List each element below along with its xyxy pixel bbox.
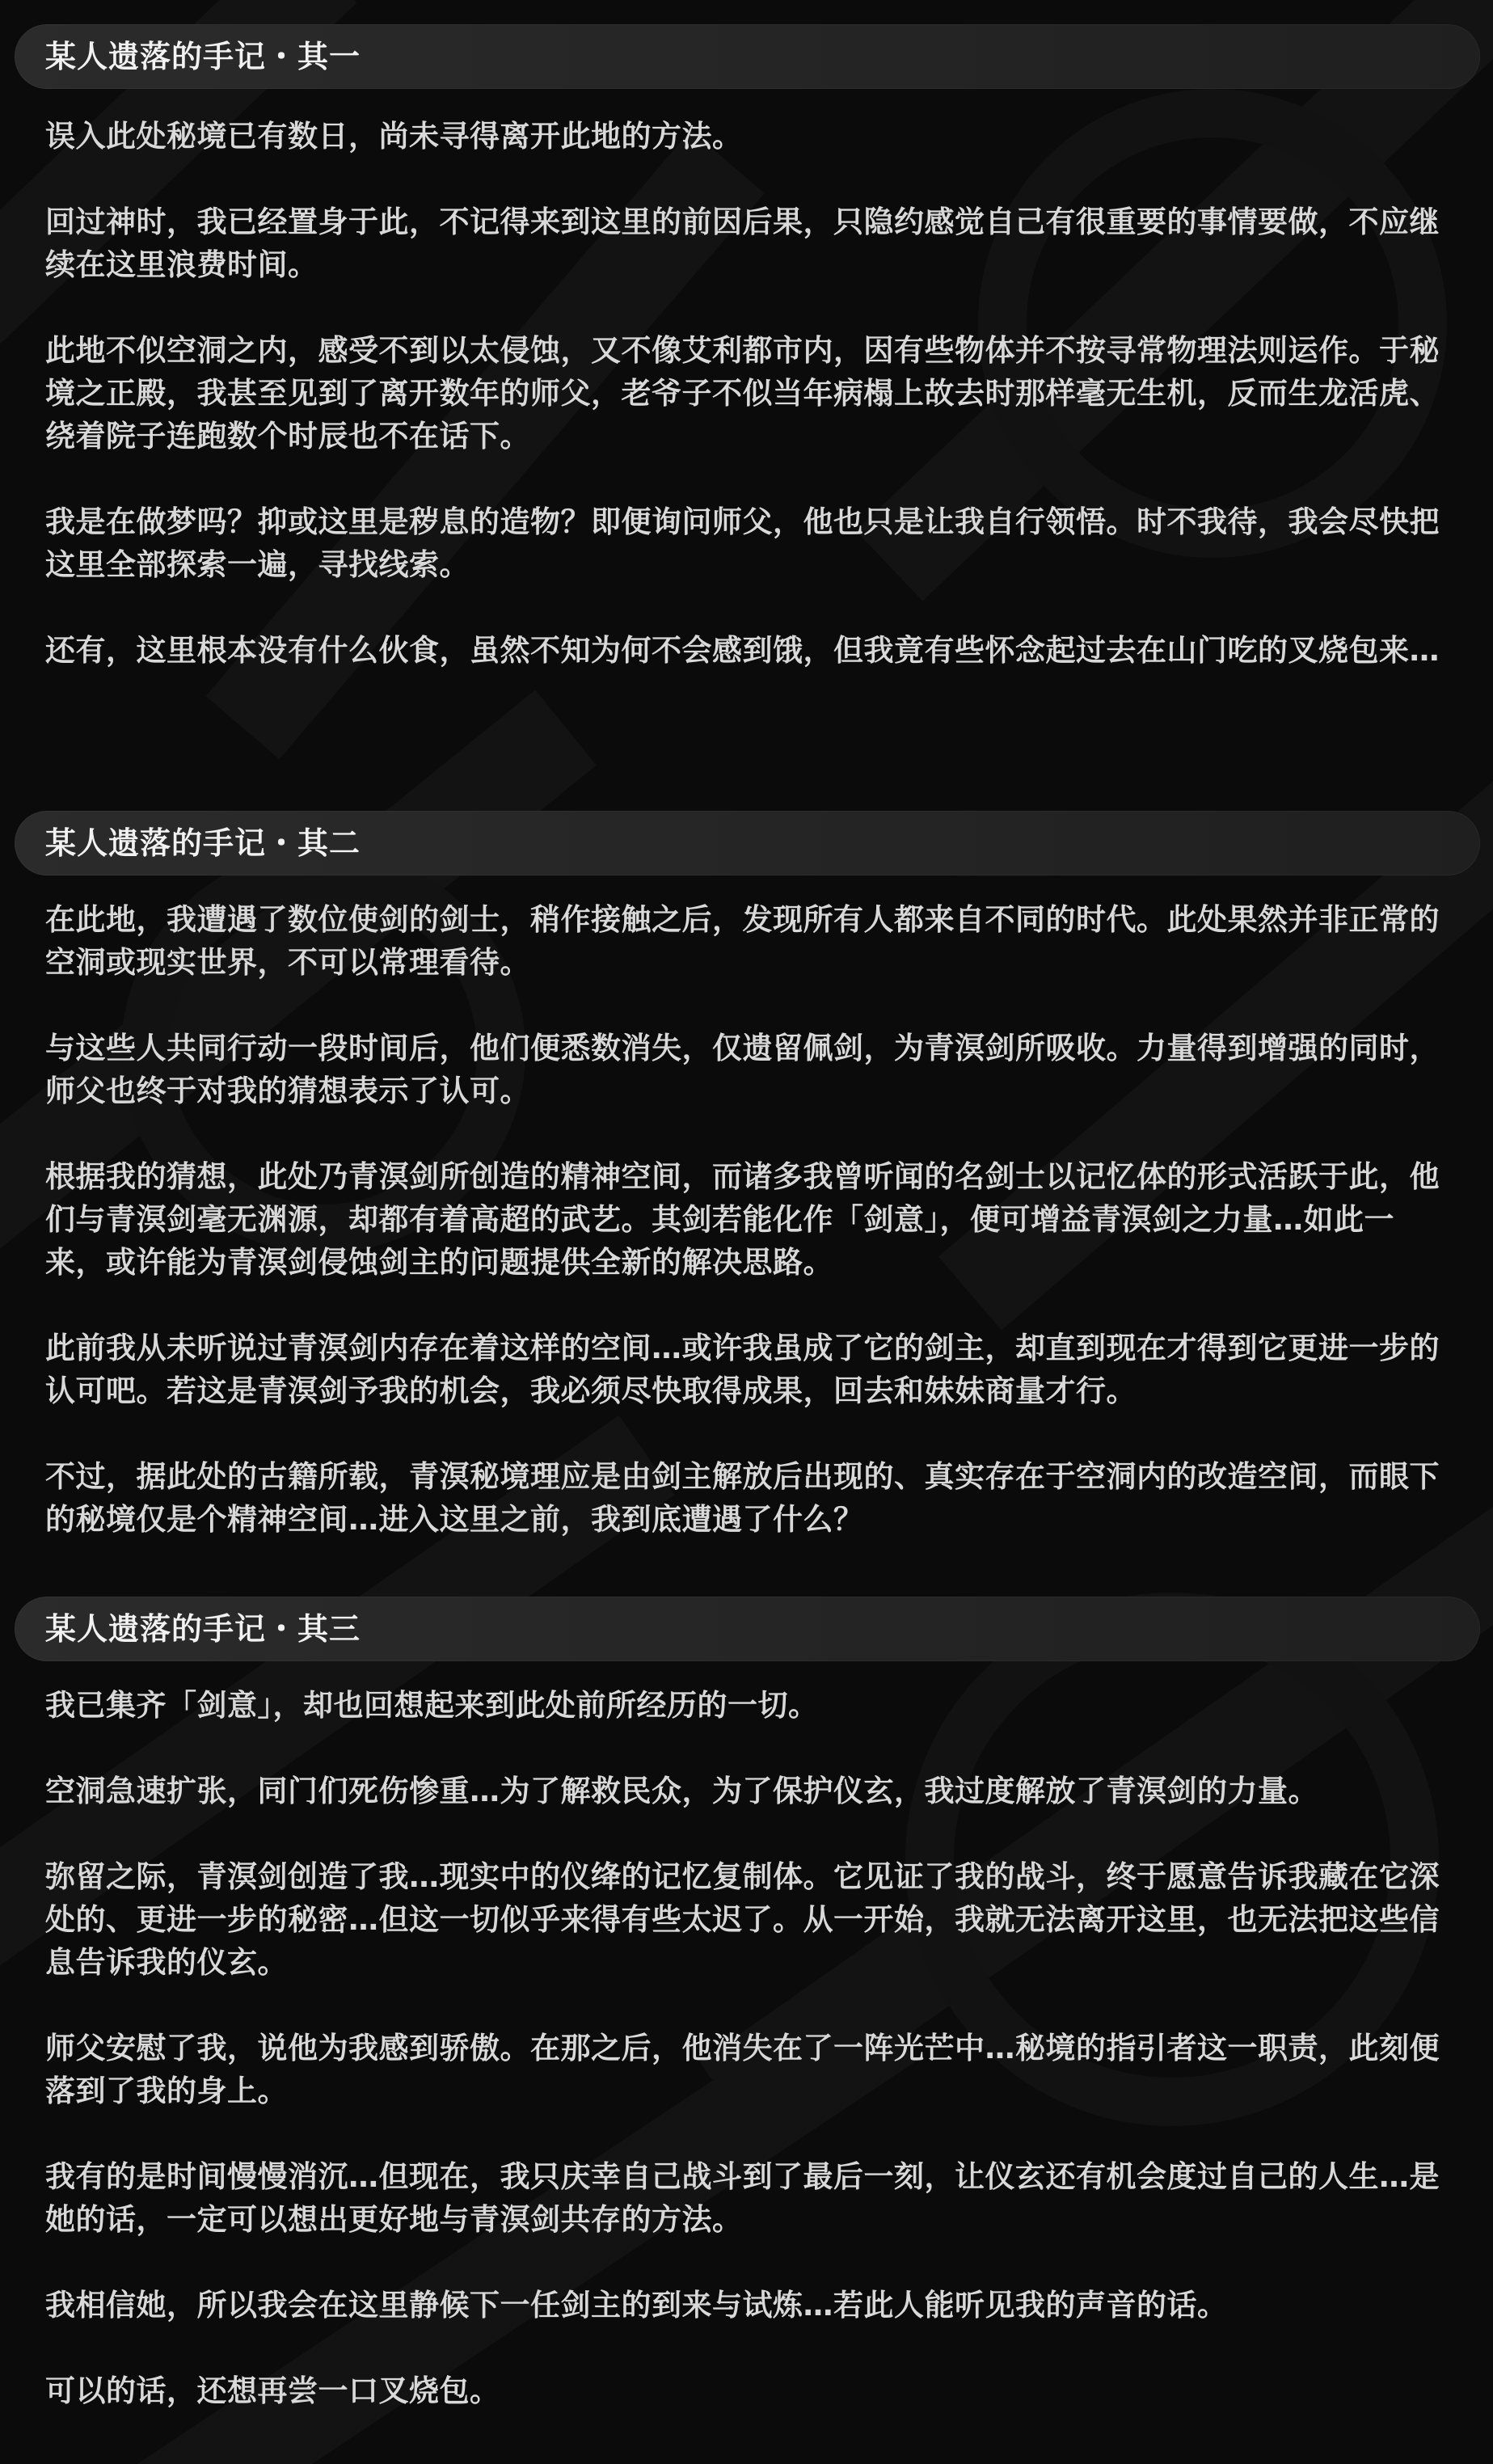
note-body-3 [45, 1684, 1444, 2412]
note-title-3: 某人遗落的手记・其三 [45, 1611, 361, 1647]
note-paragraph: 还有，这里根本没有什么伙食，虽然不知为何不会感到饿，但我竟有些怀念起过去在山门吃的叉烧包来… [45, 633, 1440, 668]
note-paragraph: 我相信她，所以我会在这里静候下一任剑主的到来与试炼…若此人能听见我的声音的话。 [45, 2288, 1228, 2323]
note-paragraph: 师父安慰了我，说他为我感到骄傲。在那之后，他消失在了一阵光芒中…秘境的指引者这一职责，此刻便落到了我的身上。 [45, 2031, 1440, 2108]
note-body-2 [45, 898, 1444, 1541]
note-title-2: 某人遗落的手记・其二 [45, 825, 361, 861]
note-paragraph: 在此地，我遭遇了数位使剑的剑士，稍作接触之后，发现所有人都来自不同的时代。此处果然并非正常的空洞或现实世界，不可以常理看待。 [45, 902, 1440, 980]
note-paragraph: 与这些人共同行动一段时间后，他们便悉数消失，仅遗留佩剑，为青溟剑所吸收。力量得到增强的同时，师父也终于对我的猜想表示了认可。 [45, 1031, 1440, 1108]
note-paragraph: 不过，据此处的古籍所载，青溟秘境理应是由剑主解放后出现的、真实存在于空洞内的改造空间，而眼下的秘境仅是个精神空间…进入这里之前，我到底遭遇了什么？ [45, 1459, 1440, 1537]
note-paragraph: 我已集齐「剑意」，却也回想起来到此处前所经历的一切。 [45, 1688, 819, 1723]
note-title-1: 某人遗落的手记・其一 [45, 39, 361, 74]
note-paragraph: 弥留之际，青溟剑创造了我…现实中的仪绛的记忆复制体。它见证了我的战斗，终于愿意告诉我藏在它深处的、更进一步的秘密…但这一切似乎来得有些太迟了。从一开始，我就无法离开这里，也无法把这些信息告诉我的仪玄。 [45, 1859, 1440, 1980]
note-header-3 [15, 1597, 1480, 1661]
note-paragraph: 此地不似空洞之内，感受不到以太侵蚀，又不像艾利都市内，因有些物体并不按寻常物理法则运作。于秘境之正殿，我甚至见到了离开数年的师父，老爷子不似当年病榻上故去时那样毫无生机，反而生龙活虎、绕着院子连跑数个时辰也不在话下。 [45, 333, 1440, 454]
note-paragraph: 误入此处秘境已有数日，尚未寻得离开此地的方法。 [45, 119, 743, 154]
note-paragraph: 我有的是时间慢慢消沉…但现在，我只庆幸自己战斗到了最后一刻，让仪玄还有机会度过自己的人生…是她的话，一定可以想出更好地与青溟剑共存的方法。 [45, 2159, 1440, 2237]
note-paragraph: 可以的话，还想再尝一口叉烧包。 [45, 2373, 500, 2408]
note-paragraph: 空洞急速扩张，同门们死伤惨重…为了解救民众，为了保护仪玄，我过度解放了青溟剑的力量。 [45, 1774, 1318, 1808]
note-body-1 [45, 115, 1444, 672]
note-header-2 [15, 811, 1480, 875]
note-paragraph: 我是在做梦吗？抑或这里是秽息的造物？即便询问师父，他也只是让我自行领悟。时不我待，我会尽快把这里全部探索一遍，寻找线索。 [45, 504, 1440, 582]
note-paragraph: 此前我从未听说过青溟剑内存在着这样的空间…或许我虽成了它的剑主，却直到现在才得到它更进一步的认可吧。若这是青溟剑予我的机会，我必须尽快取得成果，回去和妹妹商量才行。 [45, 1331, 1440, 1408]
note-paragraph: 回过神时，我已经置身于此，不记得来到这里的前因后果，只隐约感觉自己有很重要的事情要做，不应继续在这里浪费时间。 [45, 205, 1440, 282]
note-paragraph: 根据我的猜想，此处乃青溟剑所创造的精神空间，而诸多我曾听闻的名剑士以记忆体的形式活跃于此，他们与青溟剑毫无渊源，却都有着高超的武艺。其剑若能化作「剑意」，便可增益青溟剑之力量…如此一来，或许能为青溟剑侵蚀剑主的问题提供全新的解决思路。 [45, 1159, 1440, 1280]
note-header-1 [15, 24, 1480, 89]
